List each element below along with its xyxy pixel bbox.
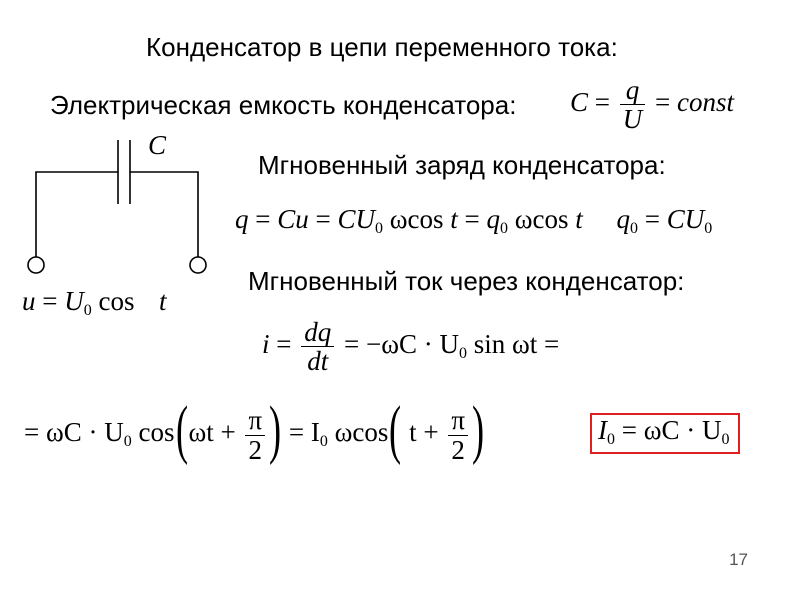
terminal-left xyxy=(28,257,44,273)
charge-formula: $q = Cu = CU_0$ ωcos $t = q_0$ ωcos t $q_0 = CU_0$ xyxy=(235,204,713,237)
capacitance-fraction: $\frac{q}{U}$ xyxy=(620,76,646,134)
pi-half-fraction-1: $\frac{\pi}{2}$ xyxy=(245,406,265,464)
current-formula: i = $\frac{dq}{dt}$ = $-\omega C \cdot U_0$ sin ωt = xyxy=(262,317,560,377)
slide-title: Конденсатор в цепи переменного тока: xyxy=(146,32,618,62)
wire-right xyxy=(130,172,198,257)
capacitance-label: Электрическая емкость конденсатора: xyxy=(50,90,517,120)
dq-dt-fraction: $\frac{dq}{dt}$ xyxy=(301,318,334,376)
capacitor-label: C xyxy=(148,130,167,160)
capacitance-formula: C = $\frac{q}{U}$ = const xyxy=(570,75,734,135)
current-cos-formula: = $\omega C \cdot U_0$ cos(ωt + $\frac{\pi}{2}$ ) = $I_0$ ωcos( t + $\frac{\pi}{2}$ ) xyxy=(24,393,484,466)
wire-left xyxy=(36,172,118,257)
charge-label: Мгновенный заряд конденсатора: xyxy=(258,150,666,180)
page-number: 17 xyxy=(729,550,748,569)
pi-half-fraction-2: $\frac{\pi}{2}$ xyxy=(448,406,468,464)
voltage-formula: $u = U_0$ cos ωt xyxy=(22,286,167,319)
amplitude-formula-box: $I_0 = \omega C \cdot U_0$ xyxy=(590,413,740,454)
current-label: Мгновенный ток через конденсатор: xyxy=(248,266,685,296)
terminal-right xyxy=(190,257,206,273)
